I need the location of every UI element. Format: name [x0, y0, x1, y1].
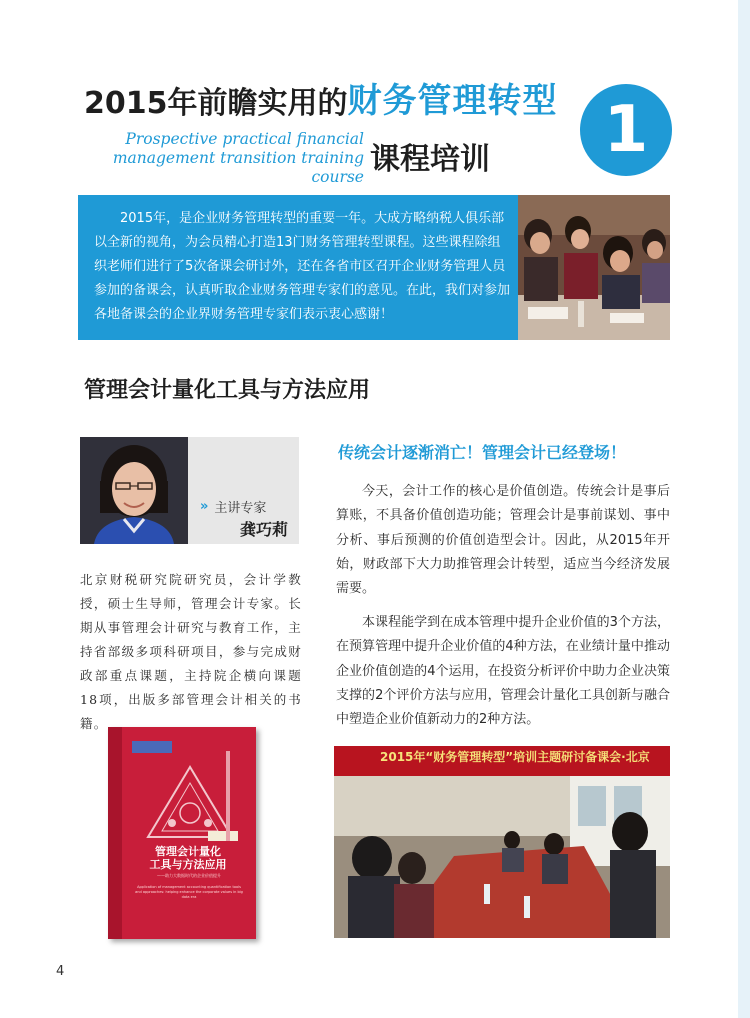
title-highlight: 财务管理转型: [347, 81, 558, 121]
title-suffix: 课程培训: [370, 142, 490, 177]
expert-name: 龚巧莉: [240, 520, 289, 539]
meeting-banner: [334, 746, 670, 776]
title-second-line: [102, 130, 562, 186]
meeting-photo: [334, 746, 670, 938]
title-prefix: 2015年前瞻实用的: [84, 86, 348, 121]
book-subtitle-en: Application of management accounting quantification tools and approaches: helping enhance the corporate values in big data era: [135, 885, 243, 899]
book-subtitle: ——助力大数据时代的企业价值提升: [157, 873, 221, 878]
title-english: Prospective practical financial management transition training course: [112, 130, 364, 186]
chevron-right-icon: »: [200, 499, 209, 514]
section-title: 管理会计量化工具与方法应用: [84, 377, 371, 403]
page-number: 4: [56, 964, 65, 979]
expert-bio: 北京财税研究院研究员，会计学教授，硕士生导师，管理会计专家。长期从事管理会计研究与教育工作，主持省部级多项科研项目，参与完成财政部重点课题，主持院企横向课题18项，出版多部管理会计相关的书籍。: [80, 572, 302, 731]
book-title: 管理会计量化 工具与方法应用: [149, 845, 227, 871]
banner-text: 2015年“财务管理转型”培训主题研讨备课会·北京: [380, 750, 650, 764]
expert-role: 主讲专家: [214, 501, 267, 516]
article-paragraph-1: 今天，会计工作的核心是价值创造。传统会计是事后算账，不具备价值创造功能；管理会计是事前谋划、事中分析、事后预测的价值创造型会计。因此，从2015年开始，财政部下大力助推管理会计转型，适应当今经济发展需要。: [336, 484, 670, 597]
classroom-photo: [518, 195, 670, 340]
page-title: [84, 78, 558, 122]
intro-text-box: 2015年，是企业财务管理转型的重要一年。大成方略纳税人俱乐部以全新的视角，为会员精心打造13门财务管理转型课程。这些课程除组织老师们进行了5次备课会研讨外，还在各省市区召开企业财务管理人员参加的备课会，认真听取企业财务管理专家们的意见。在此，我们对参加各地备课会的企业界财务管理专家们表示衷心感谢！: [78, 195, 522, 340]
article-paragraph-2: 本课程能学到在成本管理中提升企业价值的3个方法，在预算管理中提升企业价值的4种方法，在业绩计量中推动企业价值创造的4个运用，在投资分析评价中助力企业决策支撑的2个评价方法与应用，管理会计量化工具创新与融合中塑造企业价值新动力的2种方法。: [336, 615, 670, 728]
expert-card: [80, 437, 299, 544]
page-edge-strip: [738, 0, 750, 1018]
chapter-number-badge: 1: [580, 84, 672, 176]
book-cover: [108, 727, 256, 939]
article-heading: 传统会计逐渐消亡！管理会计已经登场！: [338, 443, 627, 462]
expert-portrait: [80, 437, 188, 544]
